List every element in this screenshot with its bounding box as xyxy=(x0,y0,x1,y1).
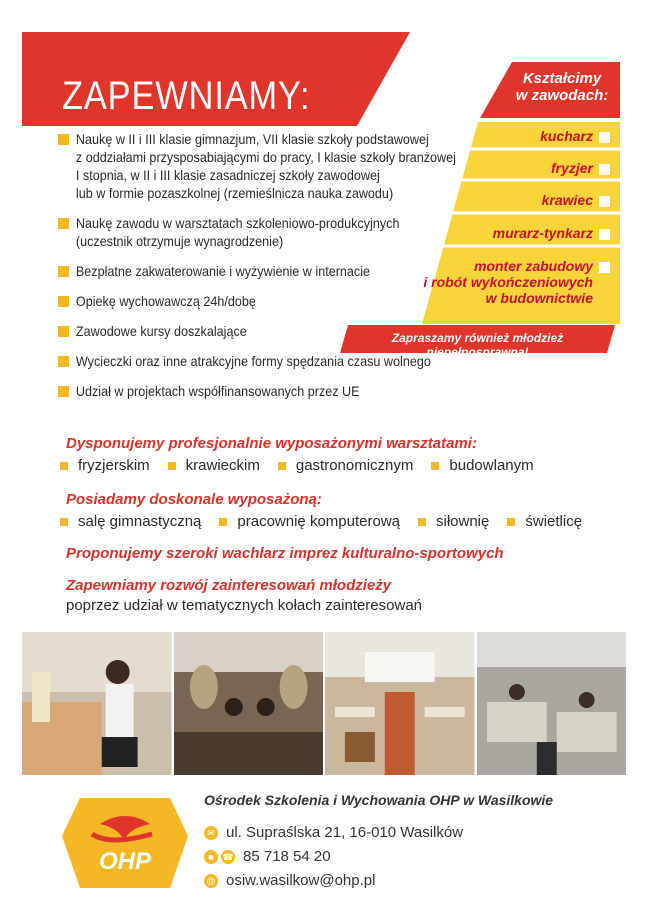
trades-heading xyxy=(512,70,612,104)
bullet-square-icon xyxy=(278,462,286,470)
bullet-square-icon xyxy=(507,518,515,526)
trade-item-murarz xyxy=(493,225,610,241)
workshops-list xyxy=(60,457,626,474)
checkbox-square-icon xyxy=(599,132,610,143)
bullet-square-icon xyxy=(60,462,68,470)
page-title: ZAPEWNIAMY: xyxy=(62,74,311,118)
list-item xyxy=(418,513,489,530)
workshop-label: gastronomicznym xyxy=(295,457,414,474)
trade-label: fryzjer xyxy=(550,160,593,176)
bullet-square-icon xyxy=(60,518,68,526)
trade-item-monter xyxy=(423,258,610,306)
workshop-label: budowlanym xyxy=(449,457,534,474)
address-line xyxy=(204,824,463,841)
list-item xyxy=(168,457,260,474)
bullet-square-icon xyxy=(168,462,176,470)
interests-text: poprzez udział w tematycznych kołach zainteresowań xyxy=(66,597,423,614)
list-item xyxy=(278,457,414,474)
trade-item-krawiec xyxy=(542,192,610,208)
bullet-square-icon xyxy=(431,462,439,470)
trade-label: w budownictwie xyxy=(485,290,593,306)
benefit-text: Wycieczki oraz inne atrakcyjne formy spędzania czasu wolnego xyxy=(75,353,431,369)
hairdressing-photo xyxy=(22,632,172,775)
workshops-heading: Dysponujemy profesjonalnie wyposażonymi warsztatami: xyxy=(66,435,477,452)
list-item xyxy=(431,457,533,474)
list-item xyxy=(507,513,582,530)
benefit-text: Bezpłatne zakwaterowanie i wyżywienie w internacie xyxy=(75,263,371,279)
benefit-item-7 xyxy=(66,382,496,400)
envelope-icon: ✉ xyxy=(204,826,218,840)
trade-label: i robót wykończeniowych xyxy=(423,274,593,290)
trade-label: monter zabudowy xyxy=(473,258,593,274)
interests-section xyxy=(66,576,626,614)
checkbox-square-icon xyxy=(599,229,610,240)
phone-icon: ☎ xyxy=(222,851,234,862)
events-heading: Proponujemy szeroki wachlarz imprez kulturalno-sportowych xyxy=(66,545,504,562)
phone-line xyxy=(204,848,331,865)
benefit-text: z oddziałami przysposabiającymi do pracy, I klasie szkoły branżowej xyxy=(75,149,456,165)
trades-heading-line: Kształcimy xyxy=(522,70,602,87)
equipment-list xyxy=(60,513,626,530)
list-item xyxy=(60,513,201,530)
email-link[interactable]: osiw.wasilkow@ohp.pl xyxy=(226,872,376,889)
invite-banner xyxy=(340,325,615,359)
organization-name: Ośrodek Szkolenia i Wychowania OHP w Wasilkowie xyxy=(204,792,554,808)
benefit-text: lub w formie pozaszkolnej (rzemieślnicza nauka zawodu) xyxy=(75,185,394,201)
benefit-text: (uczestnik otrzymuje wynagrodzenie) xyxy=(75,233,284,249)
workshop-label: krawieckim xyxy=(185,457,260,474)
trade-label: krawiec xyxy=(541,192,593,208)
footer xyxy=(60,788,600,898)
equipment-label: pracownię komputerową xyxy=(237,513,400,530)
trades-heading-line: w zawodach: xyxy=(515,87,609,104)
bullet-square-icon xyxy=(219,518,227,526)
invite-text: Zapraszamy również młodzież niepełnosprawną! xyxy=(391,331,564,359)
logo-text: OHP xyxy=(98,848,151,875)
trade-label: kucharz xyxy=(540,128,593,144)
interests-heading: Zapewniamy rozwój zainteresowań młodzieży xyxy=(66,577,392,594)
checkbox-square-icon xyxy=(599,262,610,273)
benefit-text: Udział w projektach współfinansowanych przez UE xyxy=(75,383,360,399)
equipment-section xyxy=(66,490,626,530)
list-item xyxy=(60,457,150,474)
equipment-label: salę gimnastyczną xyxy=(78,513,202,530)
trades-panel xyxy=(420,62,620,328)
checkbox-square-icon xyxy=(599,196,610,207)
trade-item-fryzjer xyxy=(551,160,610,176)
sewing-photo xyxy=(477,632,627,775)
events-section xyxy=(66,544,626,563)
at-icon: @ xyxy=(204,874,218,888)
benefit-text: Naukę w II i III klasie gimnazjum, VII klasie szkoły podstawowej xyxy=(75,131,429,147)
benefit-text: Naukę zawodu w warsztatach szkoleniowo-produkcyjnych xyxy=(75,215,400,231)
checkbox-square-icon xyxy=(599,164,610,175)
equipment-label: świetlicę xyxy=(525,513,583,530)
workshop-photo xyxy=(174,632,324,775)
equipment-label: siłownię xyxy=(436,513,490,530)
photo-strip xyxy=(22,632,626,775)
benefit-text: I stopnia, w II i III klasie zasadniczej szkoły zawodowej xyxy=(75,167,380,183)
header-banner xyxy=(22,32,410,126)
workshops-section xyxy=(66,434,626,474)
canteen-photo xyxy=(325,632,475,775)
equipment-heading: Posiadamy doskonale wyposażoną: xyxy=(66,491,322,508)
list-item xyxy=(219,513,400,530)
workshop-label: fryzjerskim xyxy=(78,457,150,474)
ohp-logo xyxy=(60,788,190,898)
bullet-square-icon xyxy=(418,518,426,526)
benefit-text: Zawodowe kursy doszkalające xyxy=(75,323,247,339)
phone-text: 85 718 54 20 xyxy=(243,848,331,865)
benefit-text: Opiekę wychowawczą 24h/dobę xyxy=(75,293,256,309)
fax-icon: ■ xyxy=(204,850,218,864)
address-text: ul. Supraślska 21, 16-010 Wasilków xyxy=(226,824,464,841)
trade-item-kucharz xyxy=(540,128,610,144)
trade-label: murarz-tynkarz xyxy=(492,225,593,241)
email-line[interactable] xyxy=(204,872,375,889)
